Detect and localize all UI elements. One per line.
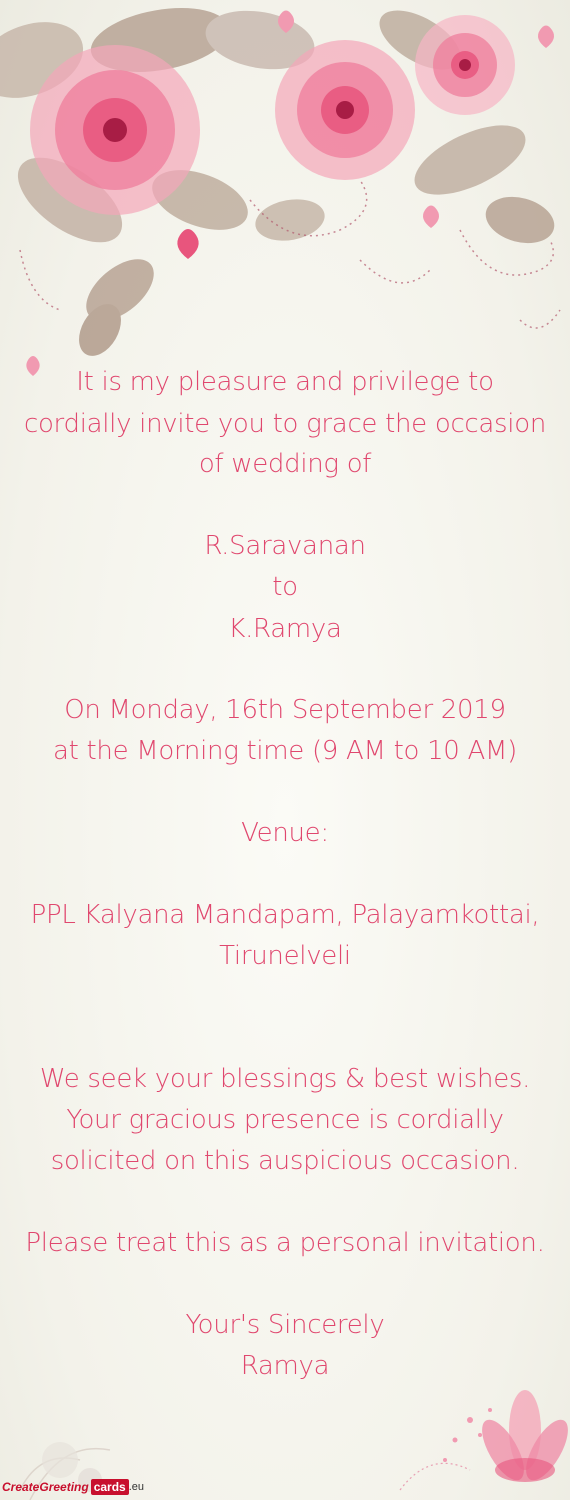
event-time: at the Morning time (9 AM to 10 AM) — [53, 736, 517, 766]
venue-line-1: PPL Kalyana Mandapam, Palayamkottai, — [30, 900, 540, 930]
groom-name: R.Saravanan — [204, 531, 366, 561]
logo-text-left: CreateGreeting — [2, 1480, 89, 1494]
blessing-line-1: We seek your blessings & best wishes. — [39, 1064, 531, 1094]
logo-text-box: cards — [91, 1479, 129, 1495]
closing-salutation: Your's Sincerely — [185, 1310, 385, 1340]
to-connector: to — [272, 572, 298, 602]
invite-line-3: of wedding of — [198, 449, 372, 479]
createcards-logo[interactable] — [2, 1476, 144, 1498]
invite-line-2: cordially invite you to grace the occasion — [23, 409, 547, 439]
floral-decoration-top — [0, 0, 570, 380]
personal-invitation-note: Please treat this as a personal invitation. — [25, 1228, 545, 1258]
venue-heading: Venue: — [241, 818, 329, 848]
sender-name: Ramya — [240, 1351, 330, 1381]
blessing-line-2: Your gracious presence is cordially — [66, 1105, 504, 1135]
invite-line-1: It is my pleasure and privilege to — [76, 367, 494, 397]
event-date: On Monday, 16th September 2019 — [64, 695, 506, 725]
logo-text-tld: .eu — [128, 1481, 145, 1493]
bride-name: K.Ramya — [228, 614, 342, 644]
venue-line-2: Tirunelveli — [219, 941, 351, 971]
blessing-line-3: solicited on this auspicious occasion. — [50, 1146, 520, 1176]
